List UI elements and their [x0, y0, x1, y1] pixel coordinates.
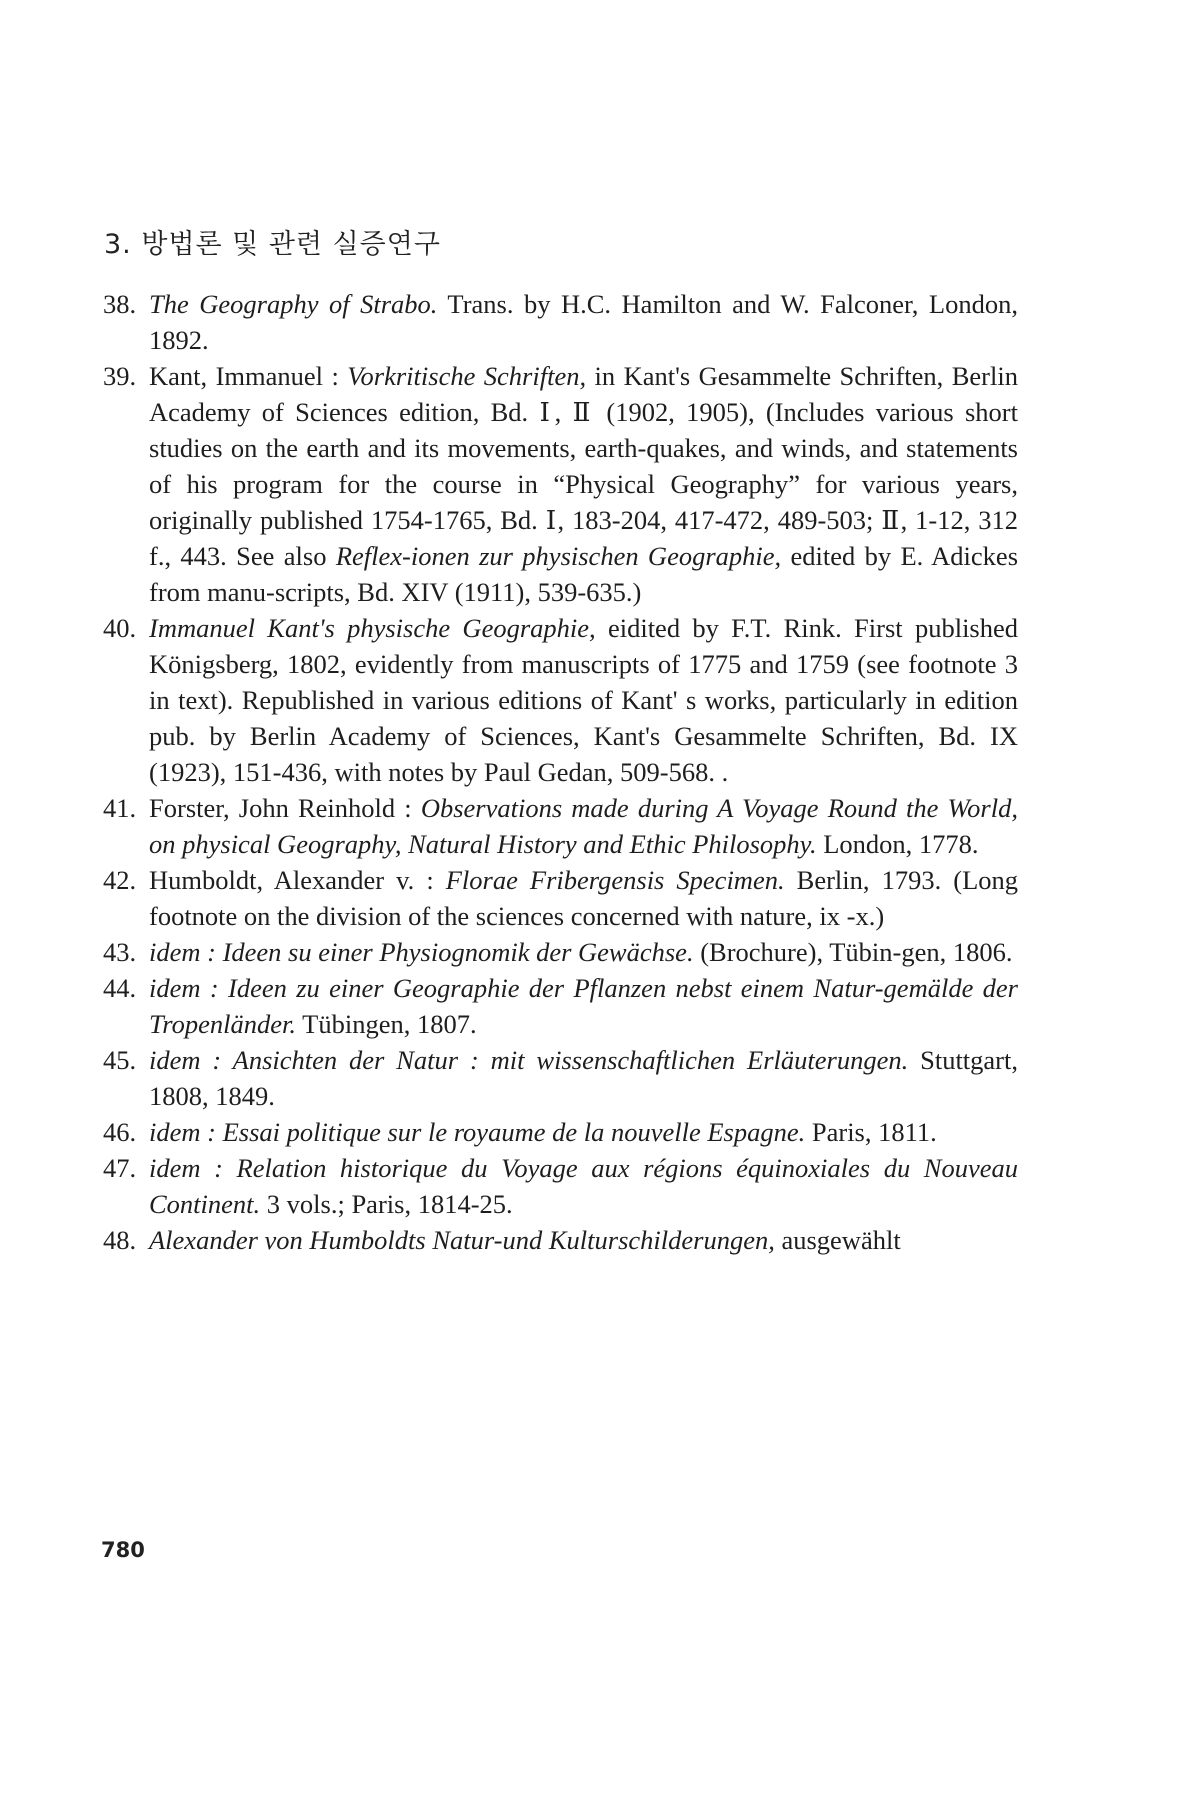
reference-text-segment: London, 1778. [816, 829, 979, 859]
reference-list [103, 286, 1018, 1258]
reference-text-segment: 3 vols.; Paris, 1814-25. [260, 1189, 513, 1219]
reference-text-segment: (Brochure), Tübin-gen, 1806. [693, 937, 1013, 967]
reference-item [103, 970, 1018, 1042]
reference-title-italic: idem : Ideen su einer Physiognomik der Gewächse. [149, 937, 694, 967]
reference-text [149, 286, 1018, 358]
reference-title-italic: Reflex-ionen zur physischen Geographie, [335, 541, 782, 571]
reference-item [103, 610, 1018, 790]
reference-title-italic: idem : Relation historique du Voyage aux régions équinoxiales du Nouveau Continent. [149, 1153, 1018, 1219]
reference-text [149, 862, 1018, 934]
reference-number: 40. [103, 613, 137, 643]
reference-text [149, 970, 1018, 1042]
reference-text [149, 1150, 1018, 1222]
reference-number: 48. [103, 1225, 137, 1255]
reference-item [103, 862, 1018, 934]
reference-text-segment: Berlin, 1793. (Long footnote on the division of the sciences concerned with nature, ix -x.) [149, 865, 1019, 931]
reference-item [103, 358, 1018, 610]
reference-item [103, 1222, 1018, 1258]
reference-text [149, 1222, 1018, 1258]
reference-item [103, 286, 1018, 358]
reference-text-segment: Paris, 1811. [805, 1117, 937, 1147]
reference-text-segment: Stuttgart, 1808, 1849. [149, 1045, 1018, 1111]
reference-text-segment: Forster, John Reinhold : [149, 793, 421, 823]
reference-number: 44. [103, 973, 137, 1003]
reference-text-segment: in Kant's Gesammelte Schriften, Berlin Academy of Sciences edition, Bd. Ⅰ, Ⅱ (1902, 1905), (Includes various short studies on the earth and its movements, earth-quakes, and winds, and statements of his program for the course in “Physical Geography” for various years, originally published 1754-1765, Bd. Ⅰ, 183-204, 417-472, 489-503; Ⅱ, 1-12, 312 f., 443. See also [149, 361, 1018, 571]
reference-text [149, 934, 1018, 970]
reference-number: 41. [103, 793, 137, 823]
reference-title-italic: Immanuel Kant's physische Geographie, [149, 613, 596, 643]
reference-item [103, 1042, 1018, 1114]
reference-text-segment: eidited by F.T. Rink. First published Königsberg, 1802, evidently from manuscripts of 1775 and 1759 (see footnote 3 in text). Republished in various editions of Kant' s works, particularly in edition pub. by Berlin Academy of Sciences, Kant's Gesammelte Schriften, Bd. IX (1923), 151-436, with notes by Paul Gedan, 509-568. . [149, 613, 1019, 787]
reference-text-segment: edited by E. Adickes from manu-scripts, Bd. XIV (1911), 539-635.) [149, 541, 1019, 607]
reference-title-italic: idem : Ideen zu einer Geographie der Pflanzen nebst einem Natur-gemälde der Tropenländer. [149, 973, 1018, 1039]
reference-number: 42. [103, 865, 137, 895]
reference-number: 38. [103, 289, 137, 319]
reference-number: 45. [103, 1045, 137, 1075]
reference-text-segment: ausgewählt [774, 1225, 901, 1255]
reference-item [103, 790, 1018, 862]
reference-text-segment: Kant, Immanuel : [149, 361, 348, 391]
reference-text [149, 790, 1018, 862]
reference-title-italic: idem : Essai politique sur le royaume de la nouvelle Espagne. [149, 1117, 806, 1147]
page-number: 780 [101, 1538, 145, 1562]
reference-text [149, 358, 1018, 610]
reference-text [149, 610, 1018, 790]
section-heading: 3. 방법론 및 관련 실증연구 [104, 229, 441, 260]
reference-item [103, 1150, 1018, 1222]
reference-item [103, 934, 1018, 970]
reference-title-italic: Florae Fribergensis Specimen. [445, 865, 785, 895]
reference-text-segment: Humboldt, Alexander v. : [149, 865, 446, 895]
reference-title-italic: idem : Ansichten der Natur : mit wissenschaftlichen Erläuterungen. [149, 1045, 909, 1075]
reference-title-italic: The Geography of Strabo. [149, 289, 438, 319]
reference-number: 43. [103, 937, 137, 967]
reference-text [149, 1114, 1018, 1150]
reference-number: 46. [103, 1117, 137, 1147]
reference-number: 47. [103, 1153, 137, 1183]
reference-item [103, 1114, 1018, 1150]
reference-text-segment: Trans. by H.C. Hamilton and W. Falconer, London, 1892. [149, 289, 1018, 355]
reference-text-segment: Tübingen, 1807. [296, 1009, 477, 1039]
reference-title-italic: Vorkritische Schriften, [347, 361, 587, 391]
reference-title-italic: Observations made during A Voyage Round the World, on physical Geography, Natural History and Ethic Philosophy. [149, 793, 1018, 859]
reference-title-italic: Alexander von Humboldts Natur-und Kulturschilderungen, [149, 1225, 775, 1255]
reference-text [149, 1042, 1018, 1114]
reference-number: 39. [103, 361, 137, 391]
